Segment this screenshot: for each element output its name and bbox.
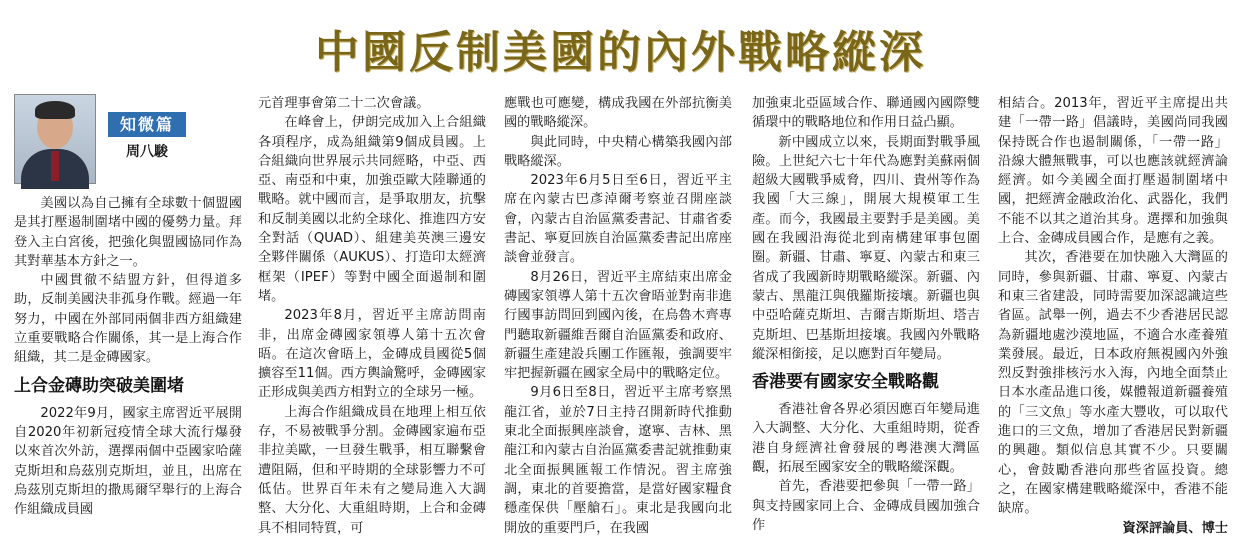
author-name: 周八駿 bbox=[126, 144, 168, 161]
author-meta bbox=[108, 112, 186, 163]
paragraph: 2023年6月5日至6日，習近平主席在內蒙古巴彥淖爾考察並召開座談會，內蒙古自治區黨委書記、甘肅省委書記、寧夏回族自治區黨委書記出席座談會並發言。 bbox=[504, 173, 732, 266]
paragraph: 8月26日，習近平主席結束出席金磚國家領導人第十五次會晤並對南非進行國事訪問回到國內後，在烏魯木齊專門聽取新疆維吾爾自治區黨委和政府、新疆生產建設兵團工作匯報，強調要牢牢把握新疆在國家全局中的戰略定位。 bbox=[504, 269, 732, 382]
paragraph: 其次，香港要在加快融入大灣區的同時，參與新疆、甘肅、寧夏、內蒙古和東三省建設，同時需要加深認識這些省區。試舉一例，過去不少香港居民認為新疆地處沙漠地區，不適合水產養殖業發展。最近，日本政府無視國內外強烈反對強排核污水入海，內地全面禁止日本水產品進口後，媒體報道新疆養殖的「三文魚」等水產大豐收，可以取代進口的三文魚，增加了香港居民對新疆的興趣。類似信息其實不少。只要關心，會鼓勵香港向那些省區投資。總之，在國家構建戰略縱深中，香港不能缺席。 bbox=[998, 250, 1228, 517]
article-column-4 bbox=[752, 94, 980, 533]
author-box bbox=[14, 94, 242, 190]
article-column-3 bbox=[504, 94, 732, 536]
column-badge: 知微篇 bbox=[108, 112, 186, 137]
paragraph: 元首理事會第二十二次會議。 bbox=[258, 96, 430, 111]
paragraph: 加強東北亞區域合作、聯通國內國際雙循環中的戰略地位和作用日益凸顯。 bbox=[752, 96, 980, 131]
paragraph: 香港社會各界必須因應百年變局進入大調整、大分化、大重組時期，從香港自身經濟社會發展的粵港澳大灣區觀，拓展至國家安全的戰略縱深觀。 bbox=[752, 402, 980, 476]
page-title: 中國反制美國的內外戰略縱深 bbox=[315, 27, 926, 78]
paragraph: 應戰也可應變，構成我國在外部抗衡美國的戰略縱深。 bbox=[504, 96, 732, 131]
section-subhead: 香港要有國家安全戰略觀 bbox=[752, 372, 939, 393]
paragraph: 新中國成立以來，長期面對戰爭風險。上世紀六七十年代為應對美蘇兩個超級大國戰爭威脅，四川、貴州等作為我國「大三線」，開展大規模軍工生產。而今，我國最主要對手是美國。美國在我國沿海從北到南構建軍事包圍圈。新疆、甘肅、寧夏、內蒙古和東三省成了我國新時期戰略縱深。新疆、內蒙古、黑龍江與俄羅斯接壤。新疆也與中亞哈薩克斯坦、吉爾吉斯斯坦、塔吉克斯坦、巴基斯坦接壤。我國內外戰略縱深相銜接，足以應對百年變局。 bbox=[752, 134, 980, 362]
section-subhead: 上合金磚助突破美圍堵 bbox=[14, 375, 184, 396]
author-byline: 資深評論員、博士 bbox=[1122, 520, 1228, 536]
paragraph: 相結合。2013年，習近平主席提出共建「一帶一路」倡議時，美國尚同我國保持既合作也遏制關係，「一帶一路」沿線大體無戰事，可以也應該就經濟論經濟。如今美國全面打壓遏制圍堵中國，把經濟金融政治化、武器化，我們不能不以其之道治其身。選擇和加強與上合、金磚成員國合作，是應有之義。 bbox=[998, 96, 1228, 247]
article-column-5 bbox=[998, 94, 1228, 536]
article-column-2 bbox=[258, 94, 486, 536]
paragraph: 美國以為自己擁有全球數十個盟國是其打壓遏制圍堵中國的優勢力量。拜登入主白宮後，把強化與盟國協同作為其對華基本方針之一。 bbox=[14, 196, 242, 269]
article-column-1 bbox=[14, 94, 242, 518]
author-photo bbox=[14, 94, 96, 184]
paragraph: 上海合作組織成員在地理上相互依存，不易被戰爭分割。金磚國家遍布亞非拉美歐，一旦發生戰爭，相互聯繫會遭阻隔，但和平時期的全球影響力不可低估。世界百年未有之變局進入大調整、大分化、大重組時期，上合和金磚具不相同特質，可 bbox=[258, 404, 486, 536]
headline-band bbox=[0, 0, 1241, 96]
paragraph: 9月6日至8日，習近平主席考察黑龍江省，並於7日主持召開新時代推動東北全面振興座談會，遼寧、吉林、黑龍江和內蒙古自治區黨委書記就推動東北全面振興匯報工作情況。習主席強調，東北的首要擔當，是當好國家糧食穩產保供「壓艙石」。東北是我國向北開放的重要門戶，在我國 bbox=[504, 385, 732, 536]
paragraph: 2022年9月，國家主席習近平展開自2020年初新冠疫情全球大流行爆發以來首次外訪，選擇兩個中亞國家哈薩克斯坦和烏茲別克斯坦，並且，出席在烏茲別克斯坦的撒馬爾罕舉行的上海合作組織成員國 bbox=[14, 405, 242, 518]
paragraph: 2023年8月，習近平主席訪問南非，出席金磚國家領導人第十五次會晤。在這次會晤上，金磚成員國從5個擴容至11個。西方輿論驚呼，金磚國家正形成與美西方相對立的全球另一極。 bbox=[258, 308, 486, 401]
paragraph: 首先，香港要把參與「一帶一路」與支持國家同上合、金磚成員國加強合作 bbox=[752, 479, 980, 533]
paragraph: 與此同時，中央精心構築我國內部戰略縱深。 bbox=[504, 134, 732, 169]
paragraph: 在峰會上，伊朗完成加入上合組織各項程序，成為組織第9個成員國。上合組織向世界展示共同經略，中亞、西亞、南亞和中東，加強亞歐大陸聯通的戰略。就中國而言，是爭取朋友，抗擊和反制美國以北約全球化、推進四方安全對話（QUAD）、組建美英澳三邊安全夥伴關係（AUKUS）、打造印太經濟框架（IPEF）等對中國全面遏制和圍堵。 bbox=[258, 115, 486, 304]
paragraph: 中國貫徹不結盟方針，但得道多助，反制美國決非孤身作戰。經過一年努力，中國在外部同兩個非西方組織建立重要戰略合作關係，其一是上海合作組織，其二是金磚國家。 bbox=[14, 273, 242, 366]
